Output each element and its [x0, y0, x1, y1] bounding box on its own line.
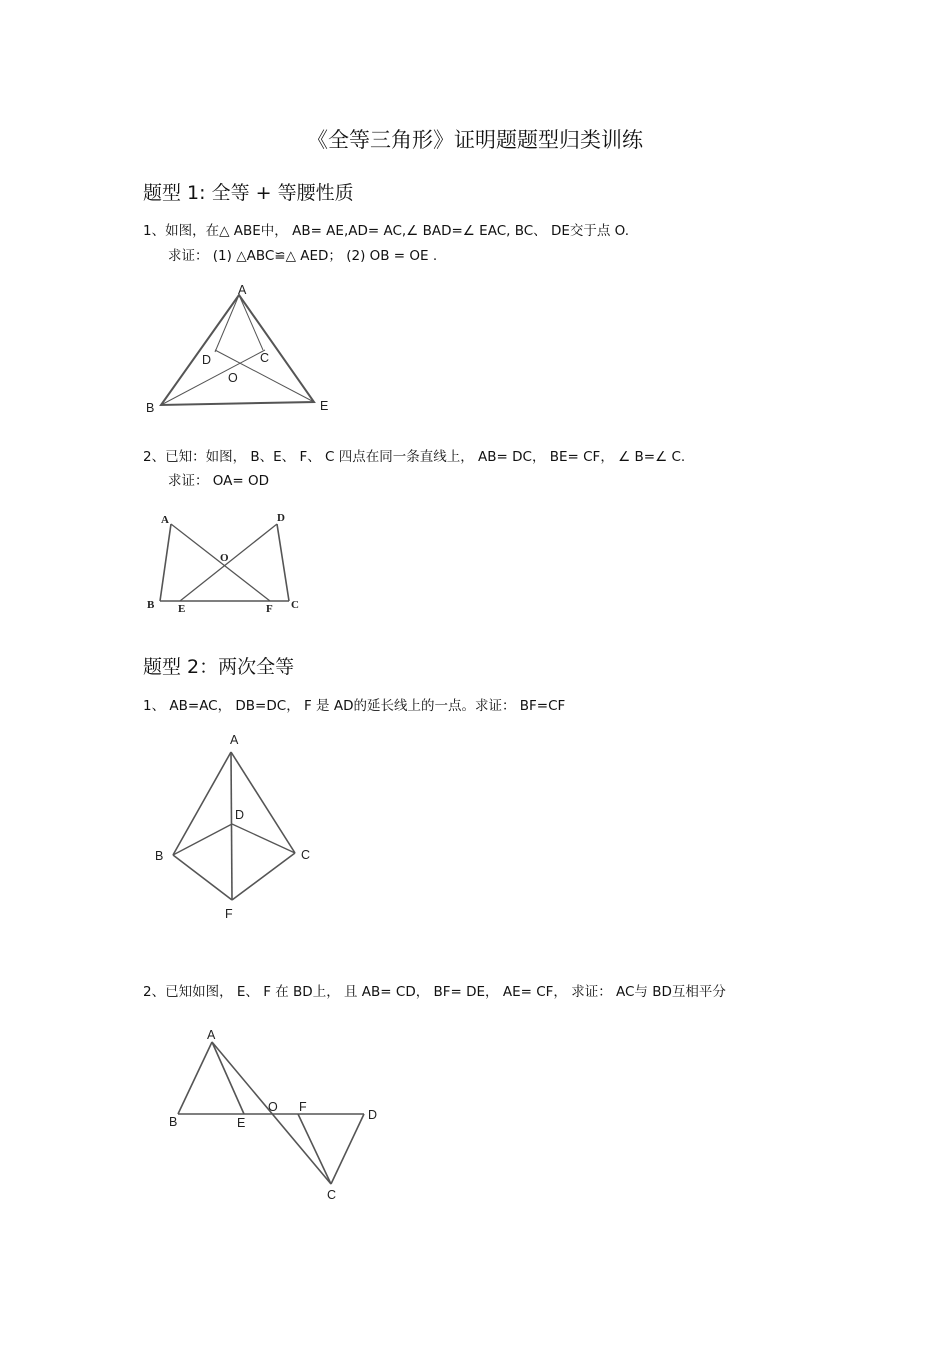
- problem-2-2-statement: 2、已知如图， E、 F 在 BD上， 且 AB= CD， BF= DE， AE= CF， 求证： AC与 BD互相平分: [143, 984, 726, 1000]
- triangle-abe: [161, 295, 314, 405]
- segment-bc: [161, 350, 265, 405]
- problem-1-2-statement: 2、已知：如图， B、E、 F、 C 四点在同一条直线上， AB= DC， BE= CF， ∠ B=∠ C.: [143, 449, 686, 465]
- label-d: D: [368, 1108, 378, 1122]
- figure-1-1: [140, 280, 340, 420]
- problem-1-1-statement: 1、如图，在△ ABE中， AB= AE,AD= AC,∠ BAD=∠ EAC, BC、 DE交于点 O.: [143, 223, 630, 239]
- segment-ae: [212, 1042, 244, 1114]
- label-e: E: [237, 1116, 246, 1130]
- label-d: D: [202, 353, 212, 367]
- problem-1-2-proof-goal: 求证： OA= OD: [168, 473, 270, 489]
- label-f: F: [266, 603, 273, 615]
- figure-2-2: [160, 1020, 390, 1210]
- label-o: O: [268, 1100, 278, 1114]
- label-f: F: [225, 907, 233, 921]
- problem-1-1-proof-goal: 求证： (1) △ABC≌△ AED； (2) OB = OE .: [168, 248, 438, 264]
- segment-ab: [178, 1042, 212, 1114]
- label-o: O: [228, 371, 238, 385]
- label-o: O: [220, 552, 229, 564]
- label-a: A: [161, 514, 169, 526]
- label-d: D: [277, 512, 285, 524]
- label-c: C: [301, 848, 311, 862]
- page-title: 《全等三角形》证明题题型归类训练: [307, 128, 643, 152]
- label-a: A: [207, 1028, 216, 1042]
- label-d: D: [235, 808, 245, 822]
- segment-ab: [160, 524, 171, 601]
- segment-fc: [298, 1114, 331, 1184]
- figure-1-2: [140, 505, 320, 620]
- segment-be-base: [161, 402, 314, 405]
- problem-2-1-statement: 1、 AB=AC， DB=DC， F 是 AD的延长线上的一点。求证： BF=CF: [143, 698, 566, 714]
- segment-dc: [331, 1114, 364, 1184]
- segment-dc: [277, 524, 289, 601]
- label-e: E: [320, 399, 329, 413]
- label-c: C: [327, 1188, 337, 1202]
- label-b: B: [155, 849, 164, 863]
- label-a: A: [238, 283, 247, 297]
- label-b: B: [146, 401, 155, 415]
- label-f: F: [299, 1100, 307, 1114]
- label-a: A: [230, 733, 239, 747]
- label-e: E: [178, 603, 186, 615]
- label-b: B: [169, 1115, 178, 1129]
- label-b: B: [147, 599, 155, 611]
- segment-bf: [173, 855, 232, 900]
- figure-2-1: [145, 728, 325, 928]
- section-heading-2: 题型 2：两次全等: [143, 656, 295, 678]
- segment-cf: [232, 853, 295, 900]
- section-heading-1: 题型 1: 全等 + 等腰性质: [143, 182, 354, 204]
- label-c: C: [260, 351, 270, 365]
- label-c: C: [291, 599, 299, 611]
- segment-af: [231, 752, 232, 900]
